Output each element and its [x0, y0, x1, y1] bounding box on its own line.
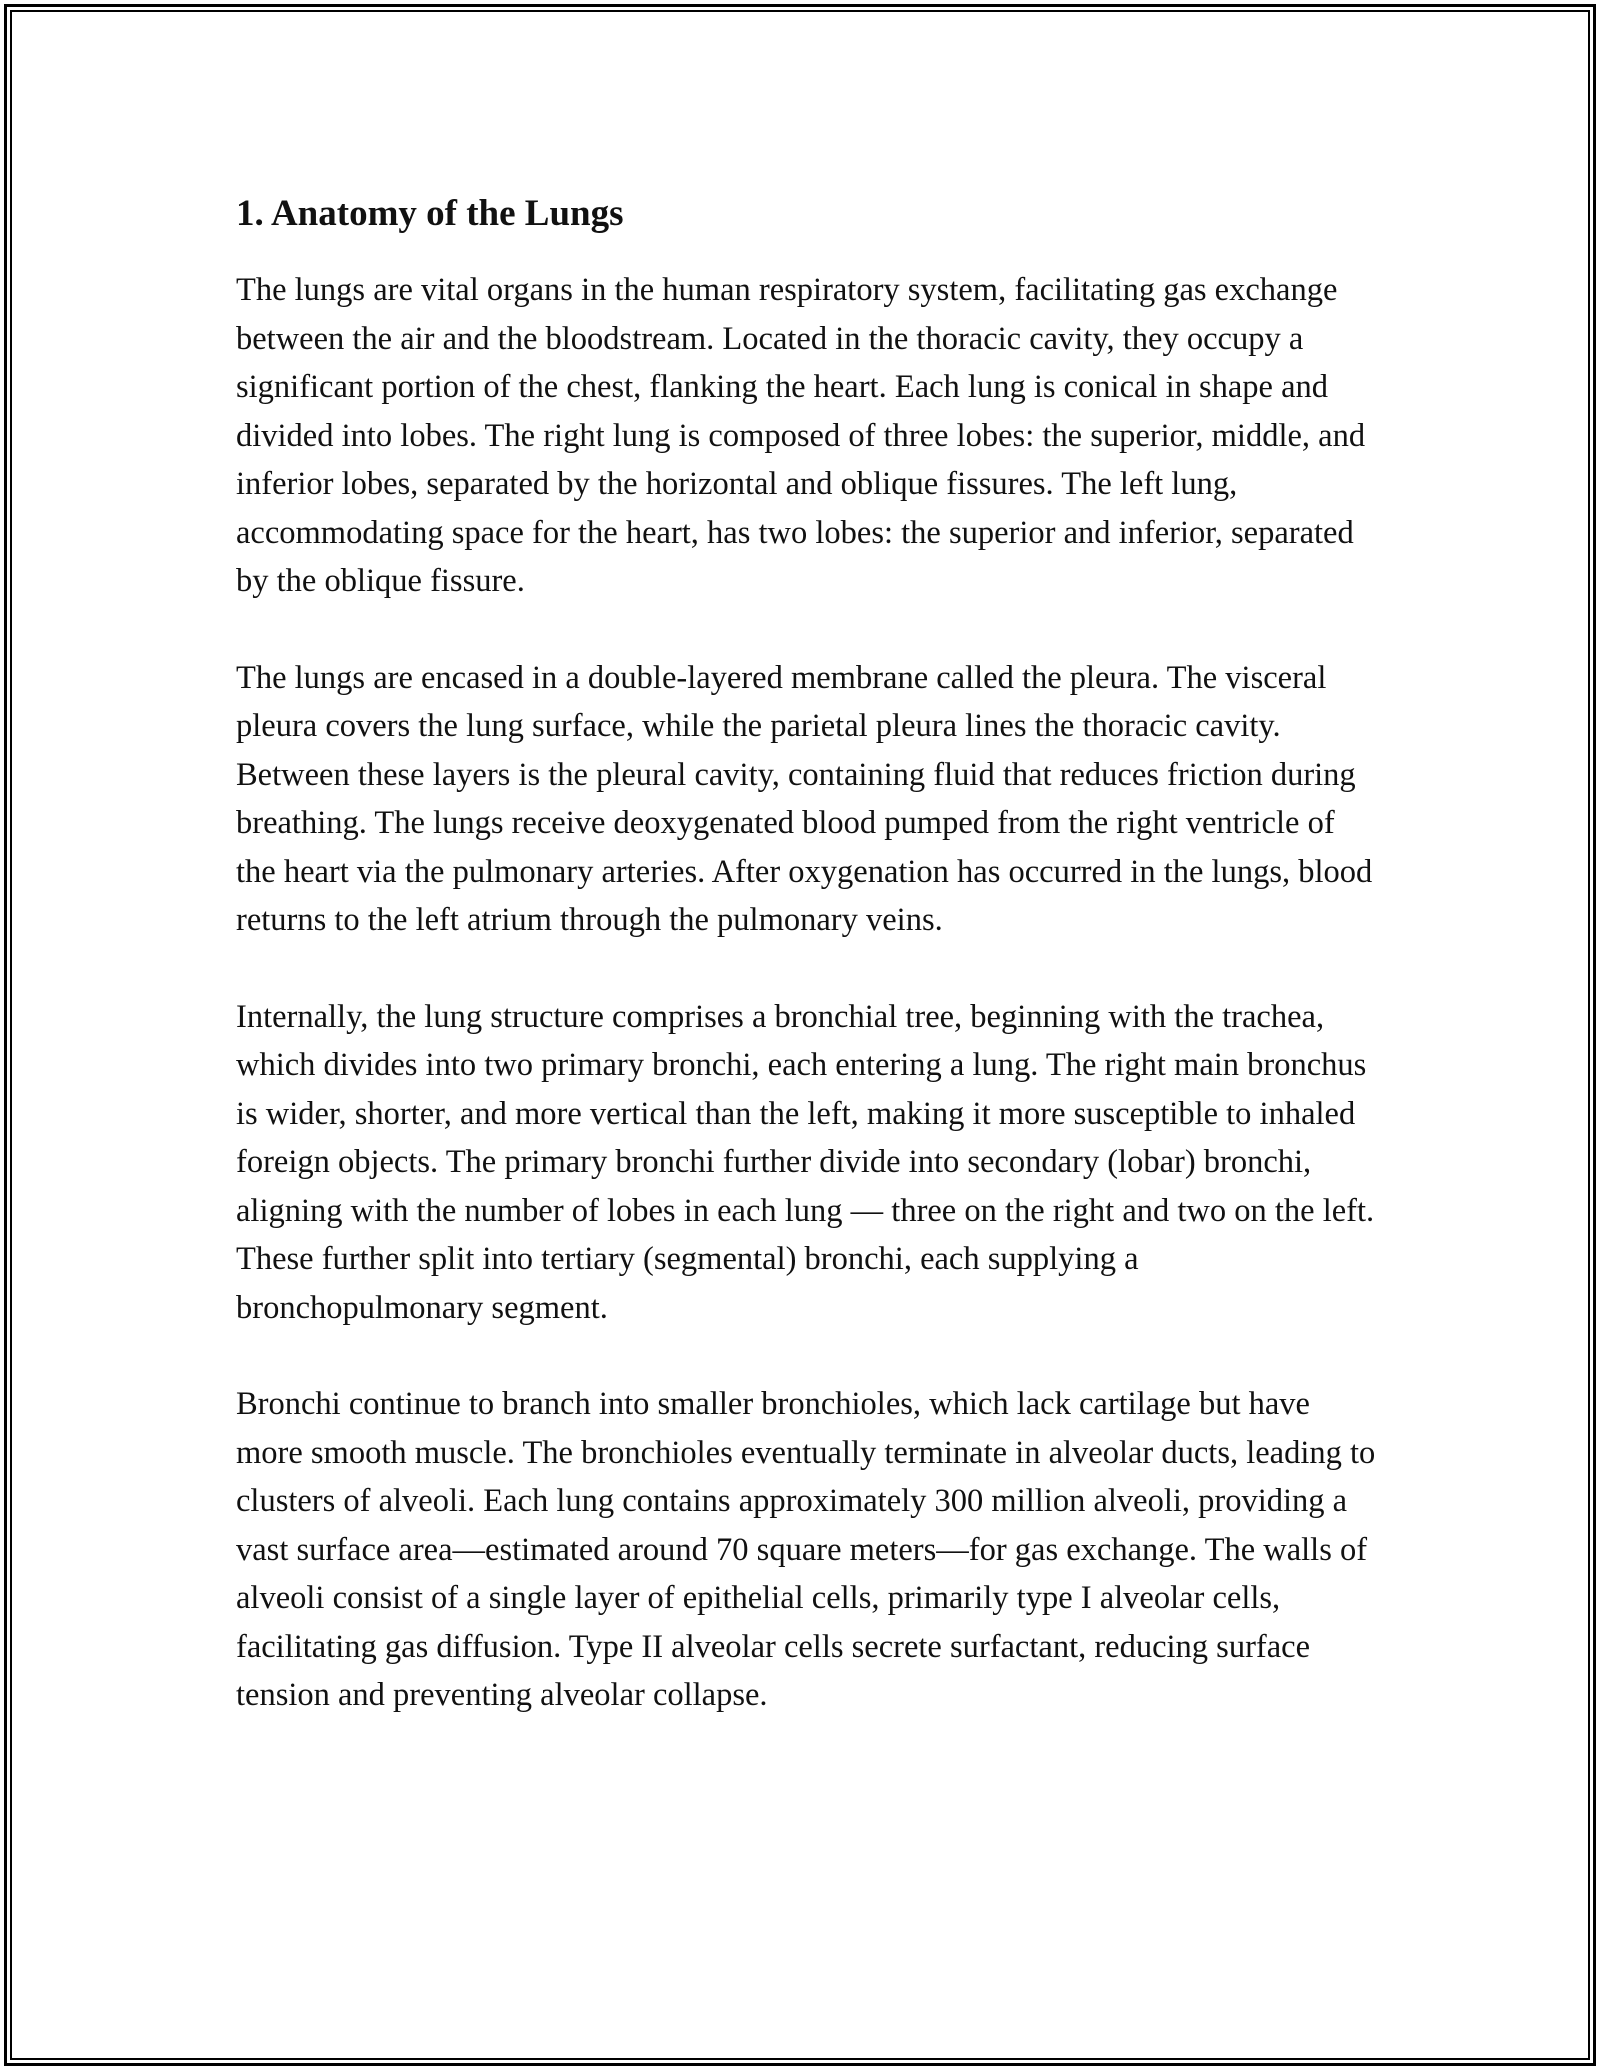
- section-heading: 1. Anatomy of the Lungs: [236, 193, 624, 234]
- paragraph-bronchial-tree: Internally, the lung structure comprises a bronchial tree, beginning with the trachea, which divides into two primary bronchi, each entering a lung. The right main bronchus is wider, shorter, and more vertical than the left, making it more susceptible to inhaled foreign objects. The primary bronchi further divide into secondary (lobar) bronchi, aligning with the number of lobes in each lung — three on the right and two on the left. These further split into tertiary (segmental) bronchi, each supplying a bronchopulmonary segment.: [236, 998, 1375, 1326]
- paragraph-alveoli: Bronchi continue to branch into smaller bronchioles, which lack cartilage but have more smooth muscle. The bronchioles eventually terminate in alveolar ducts, leading to clusters of alveoli. Each lung contains approximately 300 million alveoli, providing a vast surface area—estimated around 70 square meters—for gas exchange. The walls of alveoli consist of a single layer of epithelial cells, primarily type I alveolar cells, facilitating gas diffusion. Type II alveolar cells secrete surfactant, reducing surface tension and preventing alveolar collapse.: [236, 1386, 1376, 1713]
- paragraph-pleura-and-circulation: The lungs are encased in a double-layered membrane called the pleura. The visceral pleura covers the lung surface, while the parietal pleura lines the thoracic cavity. Between these layers is the pleural cavity, containing fluid that reduces friction during breathing. The lungs receive deoxygenated blood pumped from the right ventricle of the heart via the pulmonary arteries. After oxygenation has occurred in the lungs, blood returns to the left atrium through the pulmonary veins.: [236, 659, 1373, 938]
- document-content: [236, 186, 1376, 1768]
- paragraph-lung-overview: The lungs are vital organs in the human respiratory system, facilitating gas exchange between the air and the bloodstream. Located in the thoracic cavity, they occupy a significant portion of the chest, flanking the heart. Each lung is conical in shape and divided into lobes. The right lung is composed of three lobes: the superior, middle, and inferior lobes, separated by the horizontal and oblique fissures. The left lung, accommodating space for the heart, has two lobes: the superior and inferior, separated by the oblique fissure.: [236, 272, 1366, 599]
